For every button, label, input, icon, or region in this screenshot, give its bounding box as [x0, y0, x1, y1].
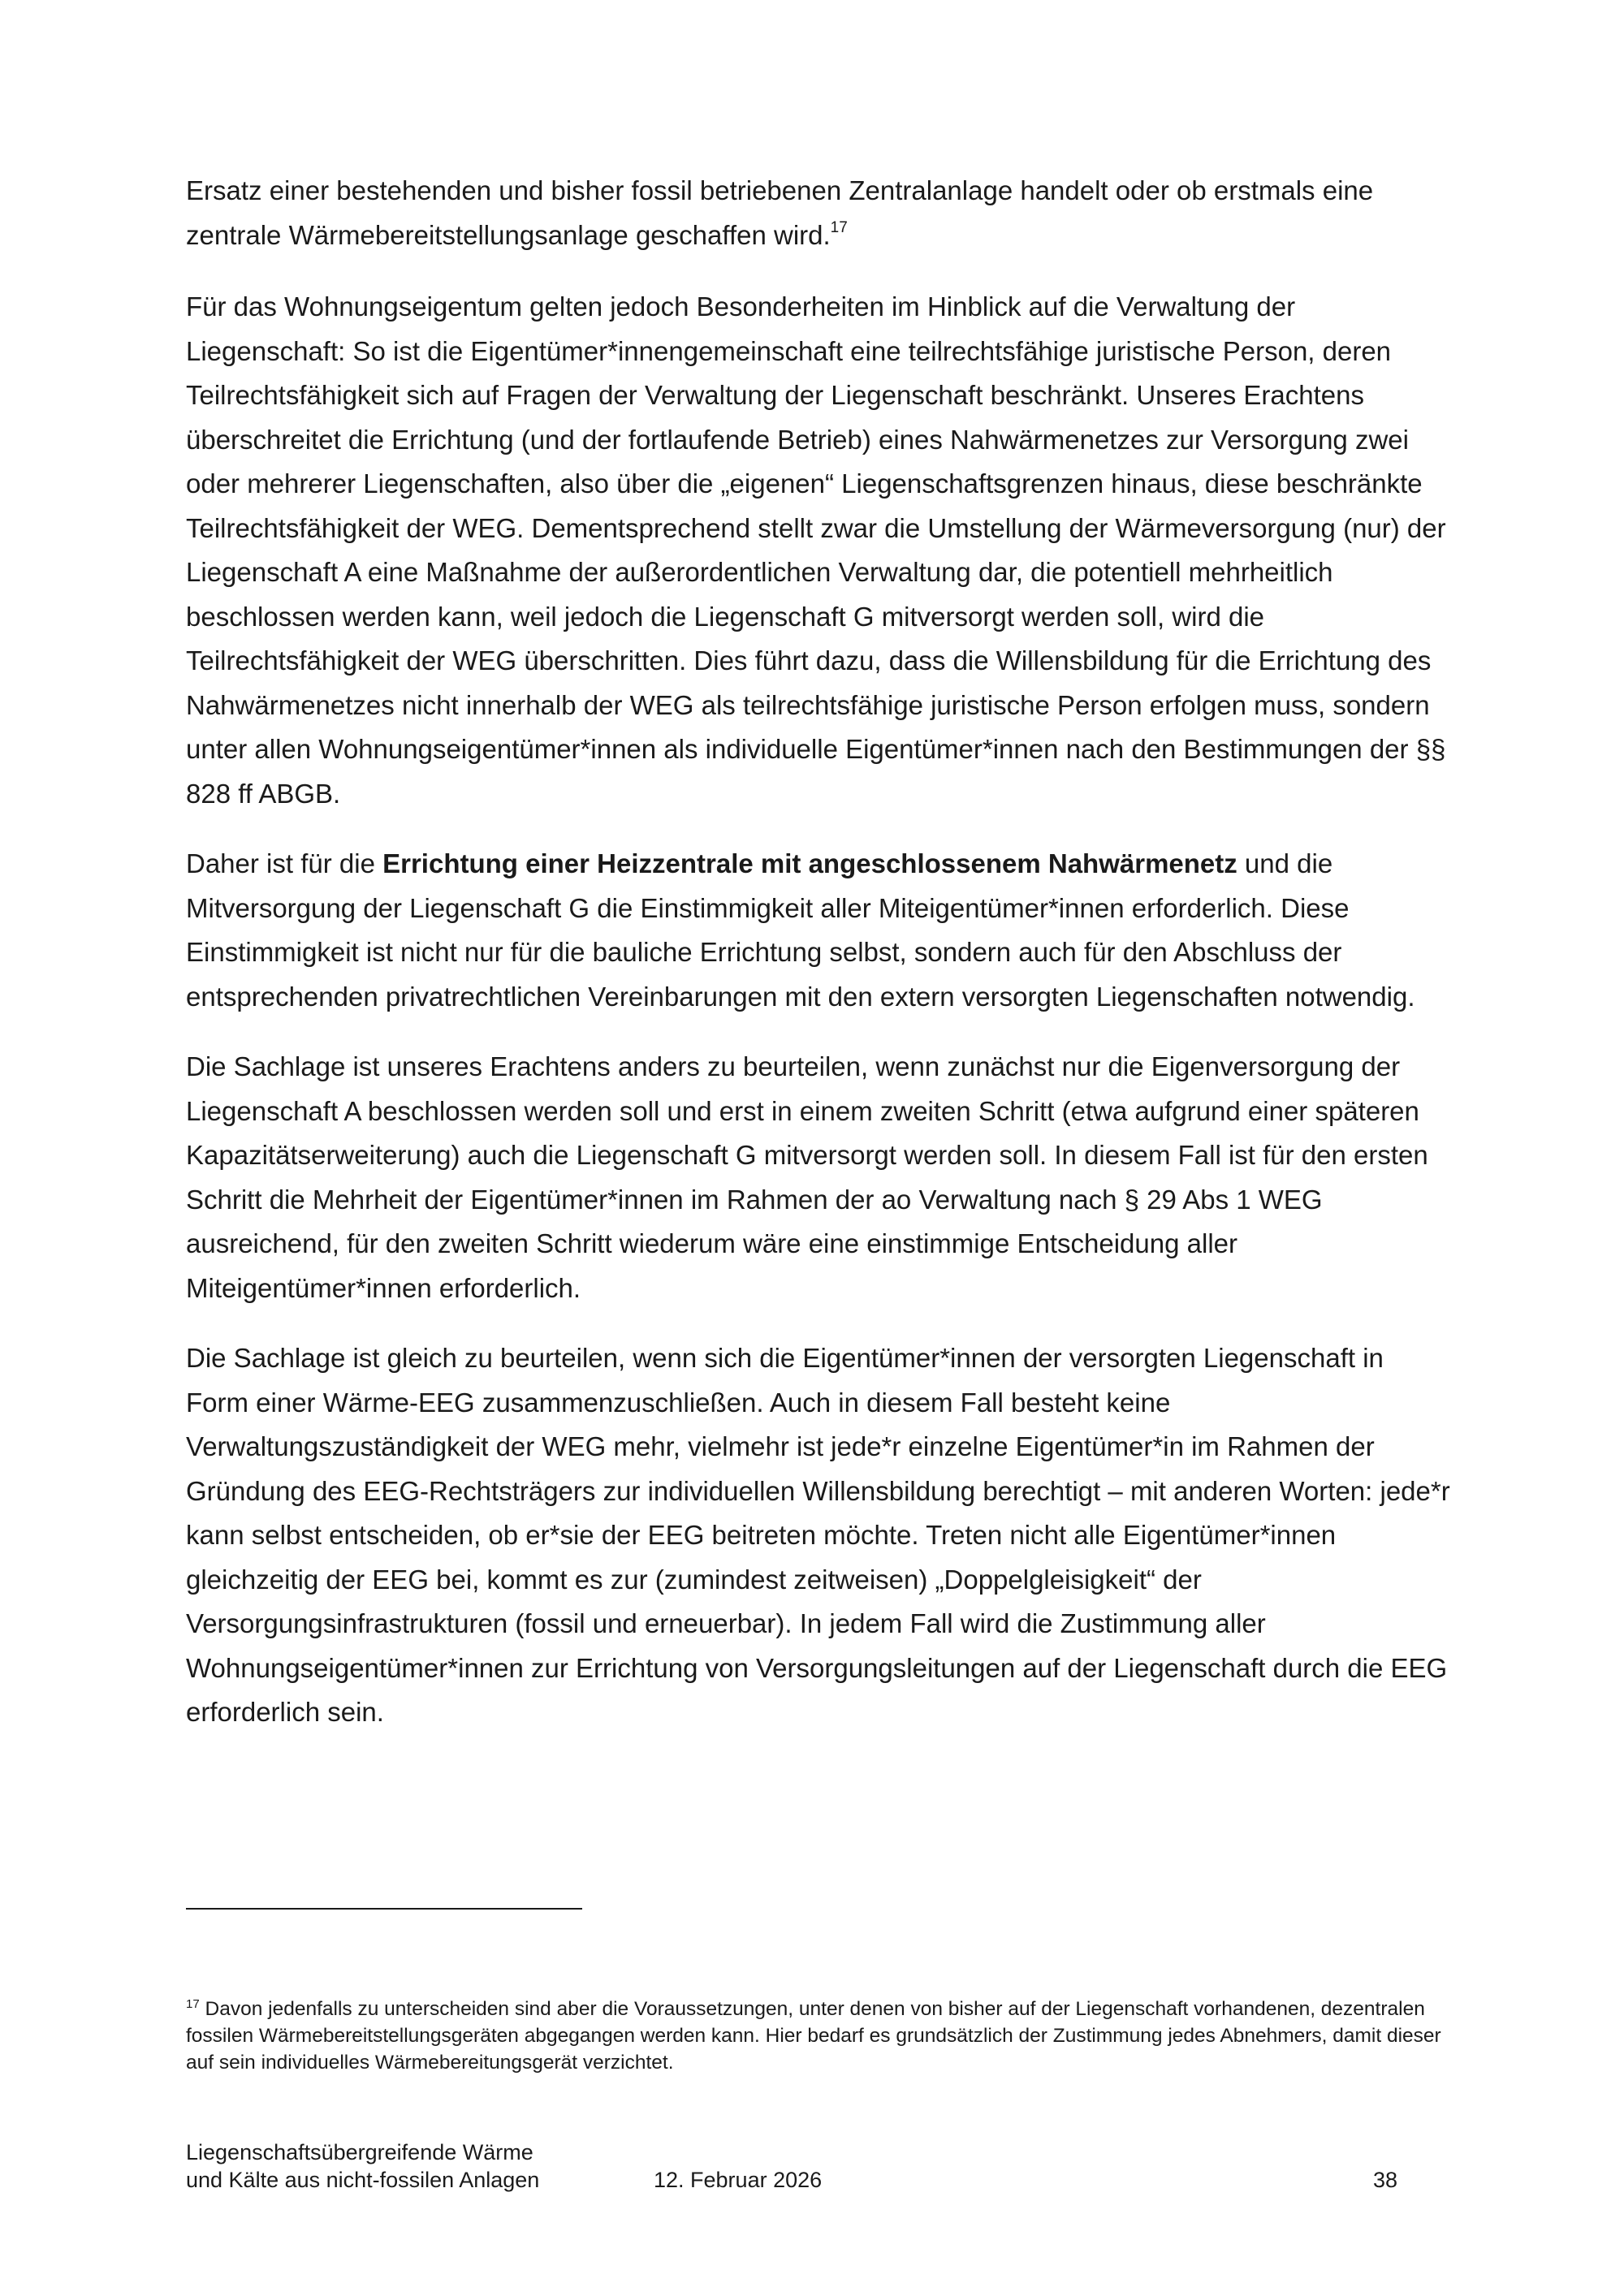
footnote: [186, 1996, 1453, 2076]
paragraph-3-after: und die Mitversorgung der Liegenschaft G die Einstimmigkeit aller Miteigentümer*innen erforderlich. Diese Einstimmigkeit ist nicht nur für die bauliche Errichtung selbst, sondern auch für den Abschluss der entsprechenden privatrechtlichen Vereinbarungen mit den extern versorgten Liegenschaften notwendig.: [186, 848, 1415, 1012]
footer-document-title: [186, 2138, 608, 2194]
paragraph-2: Für das Wohnungseigentum gelten jedoch Besonderheiten im Hinblick auf die Verwaltung der Liegenschaft: So ist die Eigentümer*innengemeinschaft eine teilrechtsfähige juristische Person, deren Teilrechtsfähigkeit sich auf Fragen der Verwaltung der Liegenschaft beschränkt. Unseres Erachtens überschreitet die Errichtung (und der fortlaufende Betrieb) eines Nahwärmenetzes zur Versorgung zwei oder mehrerer Liegenschaften, also über die „eigenen“ Liegenschaftsgrenzen hinaus, diese beschränkte Teilrechtsfähigkeit der WEG. Dementsprechend stellt zwar die Umstellung der Wärmeversorgung (nur) der Liegenschaft A eine Maßnahme der außerordentlichen Verwaltung dar, die potentiell mehrheitlich beschlossen werden kann, weil jedoch die Liegenschaft G mitversorgt werden soll, wird die Teilrechtsfähigkeit der WEG überschritten. Dies führt dazu, dass die Willensbildung für die Errichtung des Nahwärmenetzes nicht innerhalb der WEG als teilrechtsfähige juristische Person erfolgen muss, sondern unter allen Wohnungseigentümer*innen als individuelle Eigentümer*innen nach den Bestimmungen der §§ 828 ff ABGB.: [186, 291, 1446, 809]
footnote-text: Davon jedenfalls zu unterscheiden sind aber die Voraussetzungen, unter denen von bisher auf der Liegenschaft vorhandenen, dezentralen fossilen Wärmebereitstellungsgeräten abgegangen werden kann. Hier bedarf es grundsätzlich der Zustimmung jedes Abnehmers, damit dieser auf sein individuelles Wärmebereitungsgerät verzichtet.: [186, 1998, 1441, 2074]
paragraph-3-before: Daher ist für die: [186, 848, 383, 878]
body-text: [186, 169, 1453, 1761]
paragraph-3: [186, 842, 1453, 1019]
paragraph-3-bold: Errichtung einer Heizzentrale mit angeschlossenem Nahwärmenetz: [382, 848, 1237, 878]
footer-date: 12. Februar 2026: [654, 2168, 823, 2192]
paragraph-4: Die Sachlage ist unseres Erachtens anders zu beurteilen, wenn zunächst nur die Eigenversorgung der Liegenschaft A beschlossen werden soll und erst in einem zweiten Schritt (etwa aufgrund einer späteren Kapazitätserweiterung) auch die Liegenschaft G mitversorgt werden soll. In diesem Fall ist für den ersten Schritt die Mehrheit der Eigentümer*innen im Rahmen der ao Verwaltung nach § 29 Abs 1 WEG ausreichend, für den zweiten Schritt wiederum wäre eine einstimmige Entscheidung aller Miteigentümer*innen erforderlich.: [186, 1051, 1428, 1303]
footnote-reference[interactable]: 17: [830, 218, 848, 236]
footer-title-line-2: und Kälte aus nicht-fossilen Anlagen: [186, 2168, 540, 2192]
footer-title-line-1: Liegenschaftsübergreifende Wärme: [186, 2140, 533, 2164]
paragraph-5: Die Sachlage ist gleich zu beurteilen, wenn sich die Eigentümer*innen der versorgten Liegenschaft in Form einer Wärme-EEG zusammenzuschließen. Auch in diesem Fall besteht keine Verwaltungszuständigkeit der WEG mehr, vielmehr ist jede*r einzelne Eigentümer*in im Rahmen der Gründung des EEG-Rechtsträgers zur individuellen Willensbildung berechtigt – mit anderen Worten: jede*r kann selbst entscheiden, ob er*sie der EEG beitreten möchte. Treten nicht alle Eigentümer*innen gleichzeitig der EEG bei, kommt es zur (zumindest zeitweisen) „Doppelgleisigkeit“ der Versorgungsinfrastrukturen (fossil und erneuerbar). In jedem Fall wird die Zustimmung aller Wohnungseigentümer*innen zur Errichtung von Versorgungsleitungen auf der Liegenschaft durch die EEG erforderlich sein.: [186, 1343, 1450, 1727]
footnote-separator: [186, 1908, 582, 1910]
paragraph-1-text: Ersatz einer bestehenden und bisher fossil betriebenen Zentralanlage handelt oder ob erstmals eine zentrale Wärmebereitstellungsanlage geschaffen wird.: [186, 175, 1374, 250]
footnote-number: 17: [186, 1997, 200, 2011]
page-number: 38: [1373, 2168, 1398, 2192]
paragraph-1: [186, 169, 1453, 257]
